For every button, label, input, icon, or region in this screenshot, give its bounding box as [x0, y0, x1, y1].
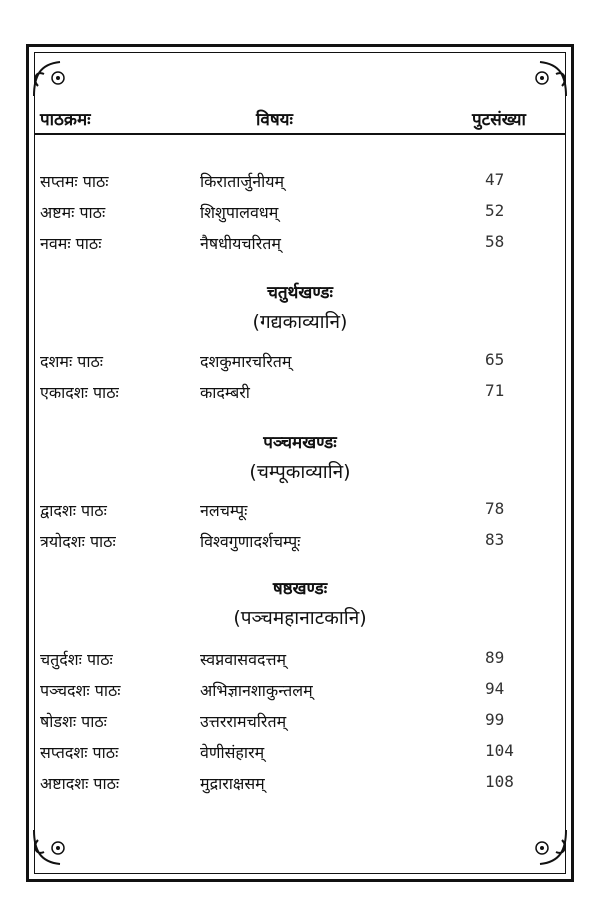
lesson-subject: अभिज्ञानशाकुन्तलम् — [200, 681, 313, 700]
lesson-subject: नलचम्पूः — [200, 501, 248, 520]
corner-ornament-icon — [30, 56, 74, 100]
section-title: चतुर्थखण्डः — [267, 283, 333, 303]
list-item — [0, 772, 600, 800]
lesson-number: षोडशः पाठः — [40, 712, 107, 731]
lesson-subject: विश्वगुणादर्शचम्पूः — [200, 532, 301, 551]
list-item — [0, 232, 600, 260]
lesson-subject: किरातार्जुनीयम् — [200, 172, 285, 191]
lesson-number: सप्तमः पाठः — [40, 172, 109, 191]
section-title: पञ्चमखण्डः — [263, 433, 337, 453]
page-number: 108 — [485, 772, 514, 791]
section-subtitle: (चम्पूकाव्यानि) — [249, 461, 351, 483]
list-item — [0, 679, 600, 707]
lesson-subject: नैषधीयचरितम् — [200, 234, 281, 253]
lesson-number: एकादशः पाठः — [40, 383, 119, 402]
list-item — [0, 530, 600, 558]
lesson-number: द्वादशः पाठः — [40, 501, 107, 520]
section-subtitle: (पञ्चमहानाटकानि) — [233, 607, 367, 629]
list-item — [0, 381, 600, 409]
lesson-number: अष्टादशः पाठः — [40, 774, 120, 793]
corner-ornament-icon — [526, 826, 570, 870]
lesson-subject: वेणीसंहारम् — [200, 743, 265, 762]
corner-ornament-icon — [30, 826, 74, 870]
header-rule — [34, 133, 566, 135]
list-item — [0, 499, 600, 527]
page-number: 71 — [485, 381, 505, 400]
lesson-number: दशमः पाठः — [40, 352, 104, 371]
lesson-number: अष्टमः पाठः — [40, 203, 106, 222]
list-item — [0, 350, 600, 378]
lesson-subject: कादम्बरी — [200, 383, 250, 402]
header-subject-column: विषयः — [256, 110, 293, 130]
page-number: 94 — [485, 679, 505, 698]
list-item — [0, 170, 600, 198]
list-item — [0, 710, 600, 738]
section-title: षष्ठखण्डः — [272, 579, 328, 599]
page-number: 52 — [485, 201, 505, 220]
page-number: 104 — [485, 741, 514, 760]
lesson-subject: स्वप्नवासवदत्तम् — [200, 650, 287, 669]
lesson-number: त्रयोदशः पाठः — [40, 532, 116, 551]
page-number: 83 — [485, 530, 505, 549]
header-page-column: पुटसंख्या — [472, 110, 526, 130]
list-item — [0, 201, 600, 229]
page-number: 47 — [485, 170, 505, 189]
page-number: 78 — [485, 499, 505, 518]
lesson-number: नवमः पाठः — [40, 234, 102, 253]
lesson-number: पञ्चदशः पाठः — [40, 681, 121, 700]
page-number: 89 — [485, 648, 505, 667]
list-item — [0, 741, 600, 769]
lesson-subject: मुद्राराक्षसम् — [200, 774, 265, 793]
lesson-subject: शिशुपालवधम् — [200, 203, 279, 222]
section-subtitle: (गद्यकाव्यानि) — [252, 311, 348, 333]
page-number: 99 — [485, 710, 505, 729]
lesson-subject: उत्तररामचरितम् — [200, 712, 287, 731]
corner-ornament-icon — [526, 56, 570, 100]
lesson-subject: दशकुमारचरितम् — [200, 352, 292, 371]
list-item — [0, 648, 600, 676]
lesson-number: चतुर्दशः पाठः — [40, 650, 113, 669]
header-lesson-column: पाठक्रमः — [40, 110, 91, 130]
lesson-number: सप्तदशः पाठः — [40, 743, 119, 762]
page-number: 58 — [485, 232, 505, 251]
page-number: 65 — [485, 350, 505, 369]
